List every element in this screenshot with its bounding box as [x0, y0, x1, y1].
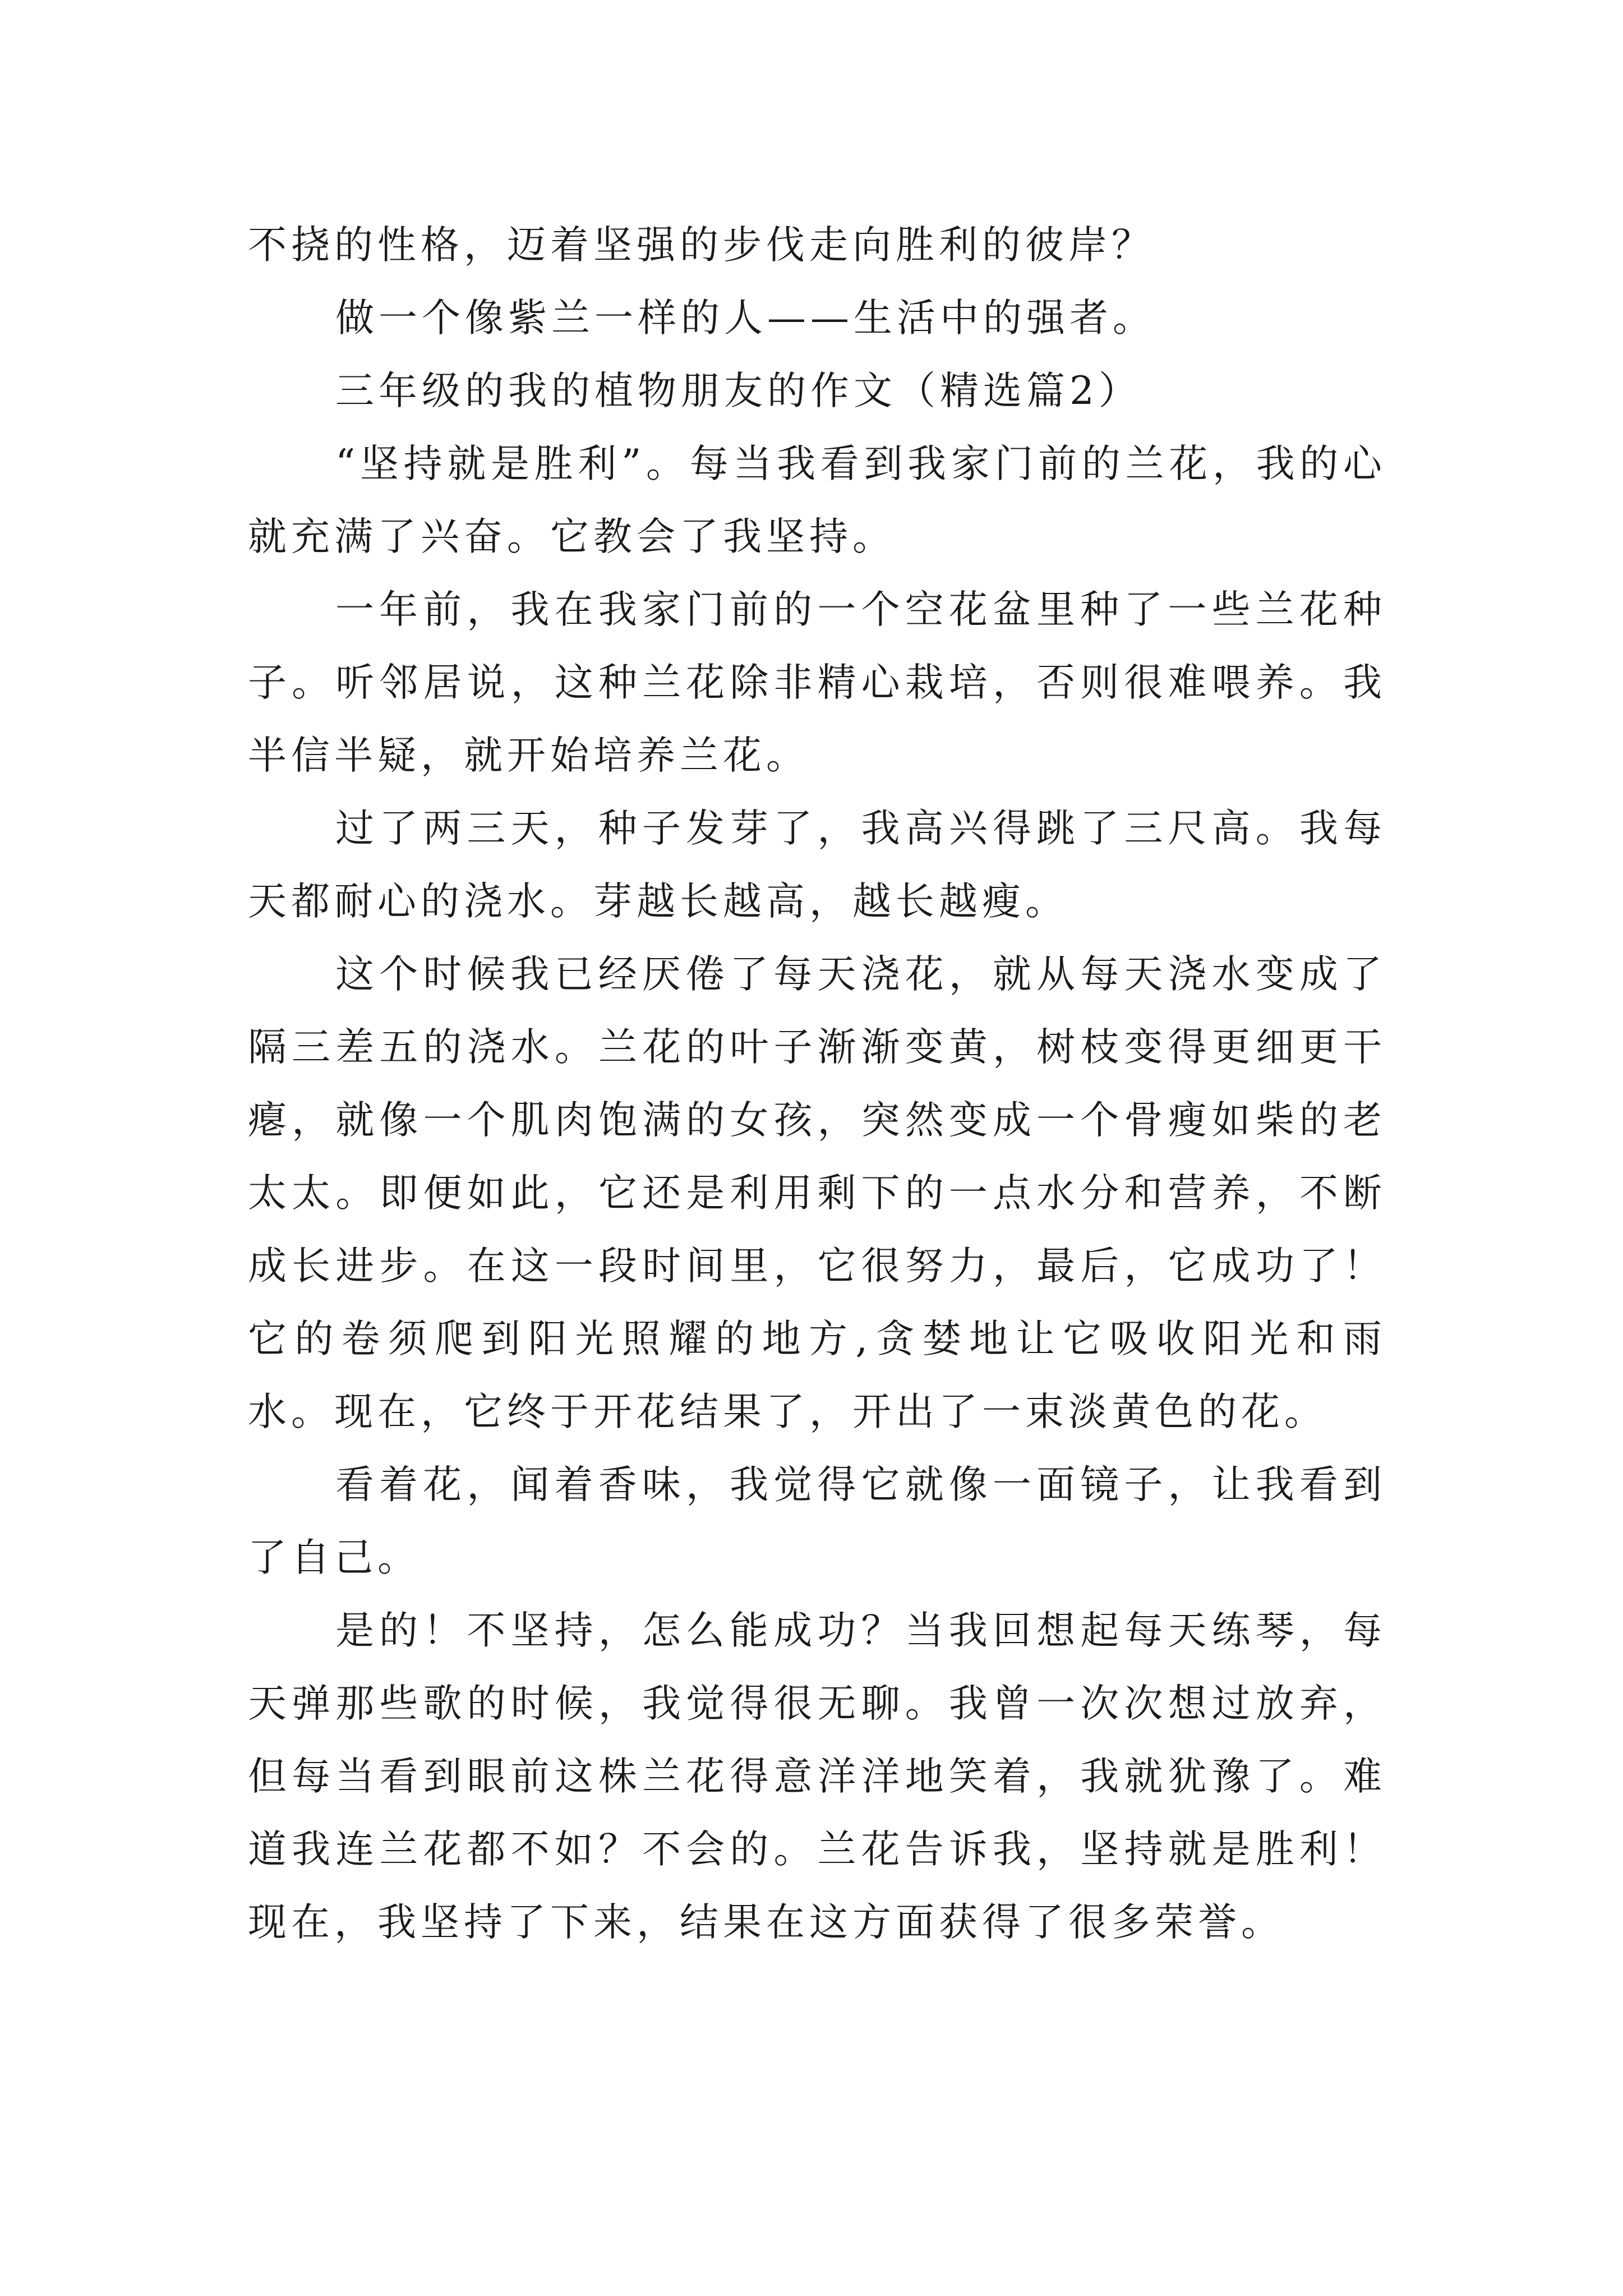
paragraph: “坚持就是胜利”。每当我看到我家门前的兰花，我的心就充满了兴奋。它教会了我坚持。 [248, 441, 1386, 559]
document-body [248, 209, 1386, 1959]
paragraph: 是的！不坚持，怎么能成功？当我回想起每天练琴，每天弹那些歌的时候，我觉得很无聊。我曾一次次想过放弃，但每当看到眼前这株兰花得意洋洋地笑着，我就犹豫了。难道我连兰花都不如？不会的。兰花告诉我，坚持就是胜利！现在，我坚持了下来，结果在这方面获得了很多荣誉。 [248, 1608, 1386, 1945]
paragraph: 这个时候我已经厌倦了每天浇花，就从每天浇水变成了隔三差五的浇水。兰花的叶子渐渐变黄，树枝变得更细更干瘪，就像一个肌肉饱满的女孩，突然变成一个骨瘦如柴的老太太。即便如此，它还是利用剩下的一点水分和营养，不断成长进步。在这一段时间里，它很努力，最后，它成功了！它的卷须爬到阳光照耀的地方,贪婪地让它吸收阳光和雨水。现在，它终于开花结果了，开出了一束淡黄色的花。 [248, 952, 1386, 1434]
paragraph: 不挠的性格，迈着坚强的步伐走向胜利的彼岸？ [248, 223, 1155, 268]
paragraph: 一年前，我在我家门前的一个空花盆里种了一些兰花种子。听邻居说，这种兰花除非精心栽培，否则很难喂养。我半信半疑，就开始培养兰花。 [248, 587, 1386, 778]
paragraph: 看着花，闻着香味，我觉得它就像一面镜子，让我看到了自己。 [248, 1462, 1386, 1580]
paragraph: 做一个像紫兰一样的人——生活中的强者。 [335, 296, 1156, 341]
section-heading: 三年级的我的植物朋友的作文（精选篇2） [335, 369, 1142, 413]
paragraph: 过了两三天，种子发芽了，我高兴得跳了三尺高。我每天都耐心的浇水。芽越长越高，越长越瘦。 [248, 806, 1386, 924]
